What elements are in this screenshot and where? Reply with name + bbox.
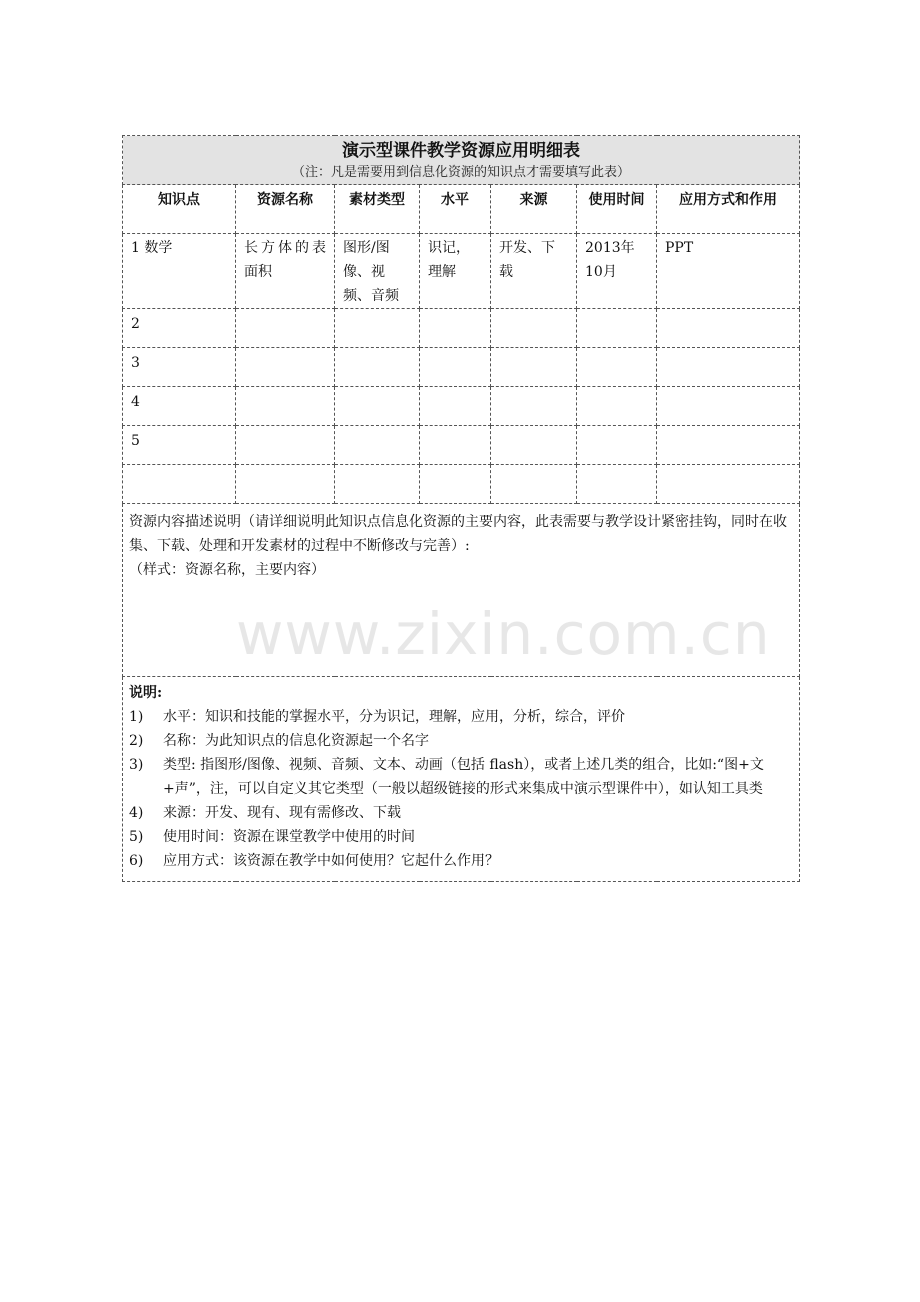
- resource-table: [122, 135, 800, 882]
- cell-material-type: [335, 426, 420, 465]
- cell-application: [657, 348, 800, 387]
- list-item: [129, 753, 793, 801]
- notes-title: 说明:: [129, 685, 163, 701]
- watermark: www.zixin.com.cn: [236, 600, 771, 668]
- note-number: 3): [129, 757, 144, 773]
- note-number: 5): [129, 829, 144, 845]
- table-row: [123, 387, 800, 426]
- cell-source: [491, 348, 577, 387]
- cell-level: [420, 465, 491, 504]
- cell-usage-time: [577, 426, 657, 465]
- note-text: 类型: 指图形/图像、视频、音频、文本、动画（包括 flash），或者上述几类的组合，比如:“图+文+声”，注，可以自定义其它类型（一般以超级链接的形式来集成中演示型课件中），如认知工具类: [163, 757, 764, 797]
- cell-knowledge-point: 2: [123, 309, 236, 348]
- cell-source: [491, 309, 577, 348]
- header-knowledge-point: 知识点: [123, 185, 236, 234]
- table-subtitle: （注：凡是需要用到信息化资源的知识点才需要填写此表）: [292, 165, 631, 180]
- list-item: [129, 729, 793, 753]
- table-title: 演示型课件教学资源应用明细表: [342, 141, 581, 161]
- table-row: [123, 309, 800, 348]
- table-row: [123, 465, 800, 504]
- header-level: 水平: [420, 185, 491, 234]
- cell-application: [657, 426, 800, 465]
- note-number: 1): [129, 709, 144, 725]
- note-text: 使用时间：资源在课堂教学中使用的时间: [163, 829, 415, 845]
- header-application: 应用方式和作用: [657, 185, 800, 234]
- note-number: 6): [129, 853, 144, 869]
- cell-resource-name: [236, 309, 335, 348]
- note-text: 名称：为此知识点的信息化资源起一个名字: [163, 733, 429, 749]
- cell-material-type: [335, 465, 420, 504]
- cell-application: [657, 387, 800, 426]
- cell-material-type: 图形/图像、视频、音频: [335, 234, 420, 309]
- table-row: [123, 348, 800, 387]
- cell-source: [491, 426, 577, 465]
- cell-usage-time: [577, 348, 657, 387]
- table-row: [123, 426, 800, 465]
- cell-knowledge-point: 3: [123, 348, 236, 387]
- cell-level: [420, 387, 491, 426]
- cell-knowledge-point: 5: [123, 426, 236, 465]
- cell-source: [491, 465, 577, 504]
- cell-material-type: [335, 387, 420, 426]
- cell-resource-name: [236, 387, 335, 426]
- cell-resource-name: [236, 348, 335, 387]
- cell-usage-time: [577, 387, 657, 426]
- cell-application: [657, 309, 800, 348]
- cell-source: [491, 387, 577, 426]
- cell-resource-name: [236, 465, 335, 504]
- note-number: 2): [129, 733, 144, 749]
- note-number: 4): [129, 805, 144, 821]
- cell-usage-time: [577, 309, 657, 348]
- cell-level: [420, 309, 491, 348]
- list-item: [129, 849, 793, 873]
- header-source: 来源: [491, 185, 577, 234]
- list-item: [129, 705, 793, 729]
- cell-level: [420, 426, 491, 465]
- notes-cell: [123, 677, 800, 882]
- cell-level: [420, 348, 491, 387]
- cell-material-type: [335, 309, 420, 348]
- description-cell: [123, 504, 800, 677]
- note-text: 来源：开发、现有、现有需修改、下载: [163, 805, 401, 821]
- note-text: 应用方式：该资源在教学中如何使用？它起什么作用？: [163, 853, 499, 869]
- note-text: 水平：知识和技能的掌握水平，分为识记，理解，应用，分析，综合，评价: [163, 709, 625, 725]
- cell-resource-name: [236, 426, 335, 465]
- list-item: [129, 801, 793, 825]
- header-resource-name: 资源名称: [236, 185, 335, 234]
- cell-knowledge-point: [123, 465, 236, 504]
- list-item: [129, 825, 793, 849]
- cell-application: PPT: [657, 234, 800, 309]
- cell-resource-name: 长方体的表面积: [236, 234, 335, 309]
- table-row: [123, 234, 800, 309]
- description-example: （样式：资源名称，主要内容）: [129, 562, 325, 578]
- cell-usage-time: [577, 465, 657, 504]
- title-cell: [123, 136, 800, 185]
- cell-source: 开发、下载: [491, 234, 577, 309]
- cell-material-type: [335, 348, 420, 387]
- header-material-type: 素材类型: [335, 185, 420, 234]
- description-text: 资源内容描述说明（请详细说明此知识点信息化资源的主要内容，此表需要与教学设计紧密挂钩，同时在收集、下载、处理和开发素材的过程中不断修改与完善）:: [129, 514, 787, 554]
- header-usage-time: 使用时间: [577, 185, 657, 234]
- header-row: [123, 185, 800, 234]
- cell-level: 识记，理解: [420, 234, 491, 309]
- cell-application: [657, 465, 800, 504]
- cell-knowledge-point: 4: [123, 387, 236, 426]
- cell-usage-time: 2013年10月: [577, 234, 657, 309]
- document-page: [122, 135, 799, 882]
- cell-knowledge-point: 1 数学: [123, 234, 236, 309]
